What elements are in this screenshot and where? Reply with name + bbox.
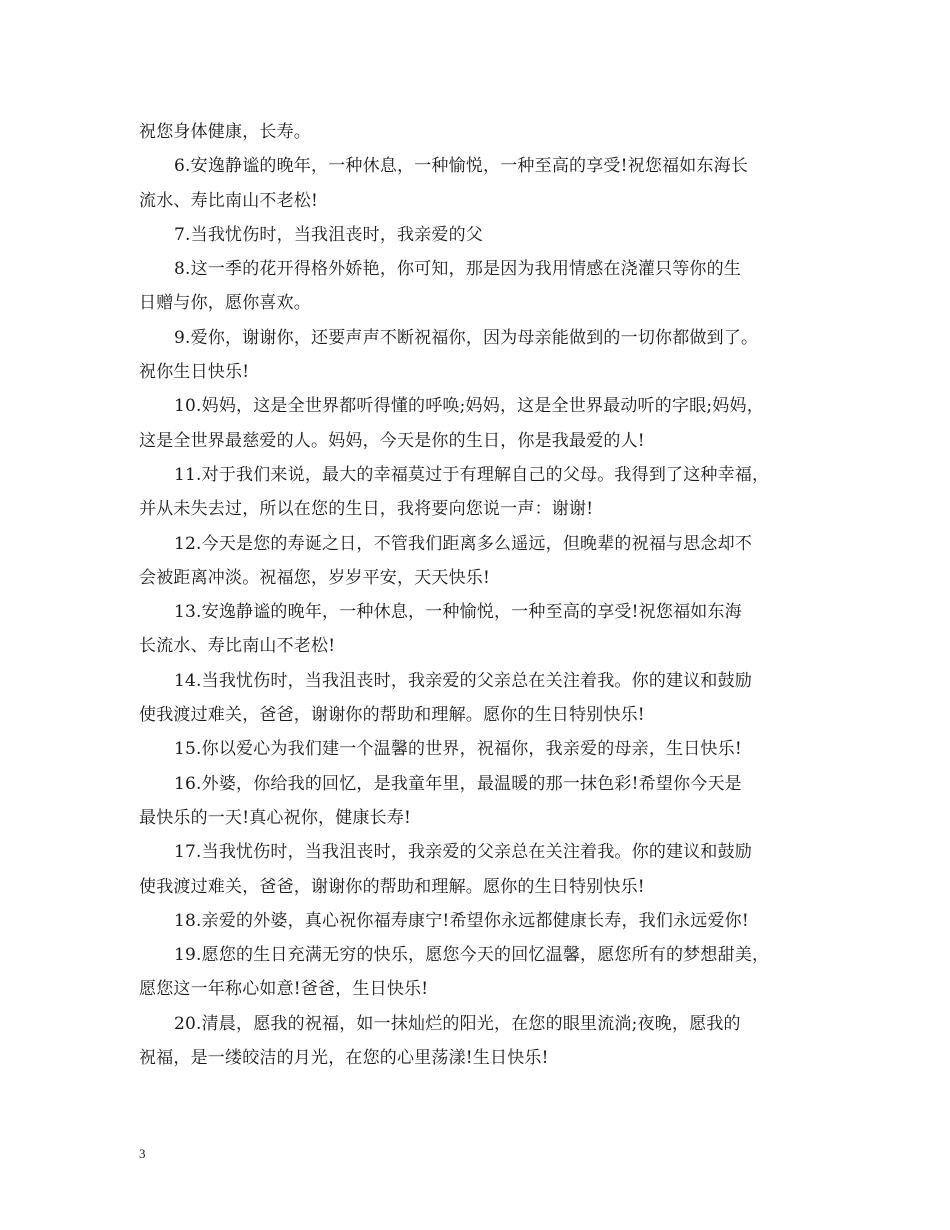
text-line: 祝福，是一缕皎洁的月光，在您的心里荡漾!生日快乐! [139, 1048, 549, 1069]
text-line: 18.亲爱的外婆，真心祝你福寿康宁!希望你永远都健康长寿，我们永远爱你! [174, 910, 749, 931]
text-line: 愿您这一年称心如意!爸爸，生日快乐! [139, 979, 429, 1000]
text-line: 13.安逸静谧的晚年，一种休息，一种愉悦，一种至高的享受!祝您福如东海 [174, 602, 742, 623]
text-line: 15.你以爱心为我们建一个温馨的世界，祝福你，我亲爱的母亲，生日快乐! [174, 739, 742, 760]
text-line: 并从未失去过，所以在您的生日，我将要向您说一声：谢谢! [139, 499, 594, 520]
document-body [139, 115, 829, 1075]
text-line: 14.当我忧伤时，当我沮丧时，我亲爱的父亲总在关注着我。你的建议和鼓励 [174, 670, 753, 691]
text-line: 使我渡过难关，爸爸，谢谢你的帮助和理解。愿你的生日特别快乐! [139, 876, 645, 897]
text-line: 20.清晨，愿我的祝福，如一抹灿烂的阳光，在您的眼里流淌;夜晚，愿我的 [174, 1013, 741, 1034]
page-number: 3 [139, 1146, 146, 1161]
text-line: 使我渡过难关，爸爸，谢谢你的帮助和理解。愿你的生日特别快乐! [139, 705, 645, 726]
text-line: 会被距离冲淡。祝福您，岁岁平安，天天快乐! [139, 567, 491, 588]
text-line: 12.今天是您的寿诞之日，不管我们距离多么遥远，但晚辈的祝福与思念却不 [174, 533, 753, 554]
text-line: 16.外婆，你给我的回忆，是我童年里，最温暖的那一抹色彩!希望你今天是 [174, 773, 742, 794]
text-line: 11.对于我们来说，最大的幸福莫过于有理解自己的父母。我得到了这种幸福， [174, 464, 770, 485]
text-line: 祝您身体健康，长寿。 [139, 122, 311, 142]
text-line: 8.这一季的花开得格外娇艳，你可知，那是因为我用情感在浇灌只等你的生 [174, 259, 742, 280]
text-line: 这是全世界最慈爱的人。妈妈，今天是你的生日，你是我最爱的人! [139, 430, 645, 451]
text-line: 流水、寿比南山不老松! [139, 190, 319, 211]
text-line: 7.当我忧伤时，当我沮丧时，我亲爱的父 [174, 224, 484, 245]
text-line: 祝你生日快乐! [139, 362, 250, 383]
text-line: 19.愿您的生日充满无穷的快乐，愿您今天的回忆温馨，愿您所有的梦想甜美， [174, 945, 770, 966]
text-line: 9.爱你，谢谢你，还要声声不断祝福你，因为母亲能做到的一切你都做到了。 [174, 327, 759, 348]
text-line: 长流水、寿比南山不老松! [139, 636, 336, 657]
text-line: 最快乐的一天!真心祝你，健康长寿! [139, 807, 412, 828]
text-line: 日赠与你，愿你喜欢。 [139, 293, 311, 314]
text-line: 17.当我忧伤时，当我沮丧时，我亲爱的父亲总在关注着我。你的建议和鼓励 [174, 842, 753, 863]
text-line: 10.妈妈，这是全世界都听得懂的呼唤;妈妈，这是全世界最动听的字眼;妈妈， [174, 396, 764, 417]
text-line: 6.安逸静谧的晚年，一种休息，一种愉悦，一种至高的享受!祝您福如东海长 [174, 156, 749, 177]
